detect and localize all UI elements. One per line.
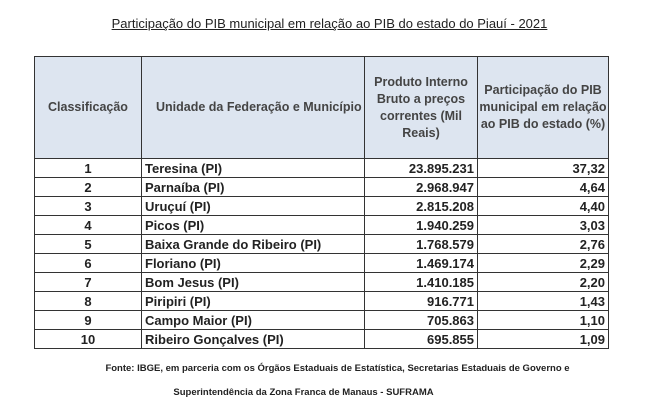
pib-cell: 2.968.947: [365, 178, 478, 197]
participacao-cell: 4,64: [478, 178, 609, 197]
pib-cell: 1.469.174: [365, 254, 478, 273]
participacao-cell: 2,29: [478, 254, 609, 273]
rank-cell: 10: [35, 330, 142, 349]
municipio-cell: Baixa Grande do Ribeiro (PI): [142, 235, 365, 254]
participacao-cell: 2,76: [478, 235, 609, 254]
table-row: [35, 311, 609, 330]
table-row: [35, 273, 609, 292]
rank-cell: 1: [35, 159, 142, 178]
pib-cell: 1.940.259: [365, 216, 478, 235]
municipio-cell: Piripiri (PI): [142, 292, 365, 311]
participacao-cell: 3,03: [478, 216, 609, 235]
rank-cell: 6: [35, 254, 142, 273]
table-header-row: [35, 57, 609, 159]
rank-cell: 5: [35, 235, 142, 254]
participacao-cell: 2,20: [478, 273, 609, 292]
rank-cell: 2: [35, 178, 142, 197]
municipio-cell: Parnaíba (PI): [142, 178, 365, 197]
source-note-line-2: Superintendência da Zona Franca de Manaus - SUFRAMA: [173, 387, 434, 398]
pib-cell: 916.771: [365, 292, 478, 311]
column-header-pib: Produto Interno Bruto a preços correntes (Mil Reais): [365, 57, 478, 159]
municipio-cell: Ribeiro Gonçalves (PI): [142, 330, 365, 349]
pib-table: [34, 56, 609, 349]
column-header-participacao: Participação do PIB municipal em relação ao PIB do estado (%): [478, 57, 609, 159]
table-row: [35, 178, 609, 197]
rank-cell: 9: [35, 311, 142, 330]
rank-cell: 4: [35, 216, 142, 235]
rank-cell: 7: [35, 273, 142, 292]
pib-cell: 1.410.185: [365, 273, 478, 292]
pib-cell: 2.815.208: [365, 197, 478, 216]
page-title: Participação do PIB municipal em relação ao PIB do estado do Piauí - 2021: [111, 16, 548, 31]
municipio-cell: Campo Maior (PI): [142, 311, 365, 330]
table-row: [35, 254, 609, 273]
table-row: [35, 235, 609, 254]
rank-cell: 8: [35, 292, 142, 311]
table-row: [35, 159, 609, 178]
column-header-classificacao: Classificação: [35, 57, 142, 159]
rank-cell: 3: [35, 197, 142, 216]
municipio-cell: Floriano (PI): [142, 254, 365, 273]
participacao-cell: 1,09: [478, 330, 609, 349]
municipio-cell: Picos (PI): [142, 216, 365, 235]
participacao-cell: 1,43: [478, 292, 609, 311]
pib-cell: 1.768.579: [365, 235, 478, 254]
participacao-cell: 1,10: [478, 311, 609, 330]
participacao-cell: 4,40: [478, 197, 609, 216]
column-header-municipio: Unidade da Federação e Município: [142, 57, 365, 159]
table-row: [35, 330, 609, 349]
municipio-cell: Uruçuí (PI): [142, 197, 365, 216]
table-row: [35, 197, 609, 216]
source-note-line-1: Fonte: IBGE, em parceria com os Órgãos Estaduais de Estatística, Secretarias Estaduais de Governo e: [105, 363, 570, 374]
municipio-cell: Teresina (PI): [142, 159, 365, 178]
municipio-cell: Bom Jesus (PI): [142, 273, 365, 292]
pib-cell: 705.863: [365, 311, 478, 330]
participacao-cell: 37,32: [478, 159, 609, 178]
table-row: [35, 292, 609, 311]
pib-cell: 23.895.231: [365, 159, 478, 178]
table-row: [35, 216, 609, 235]
pib-cell: 695.855: [365, 330, 478, 349]
